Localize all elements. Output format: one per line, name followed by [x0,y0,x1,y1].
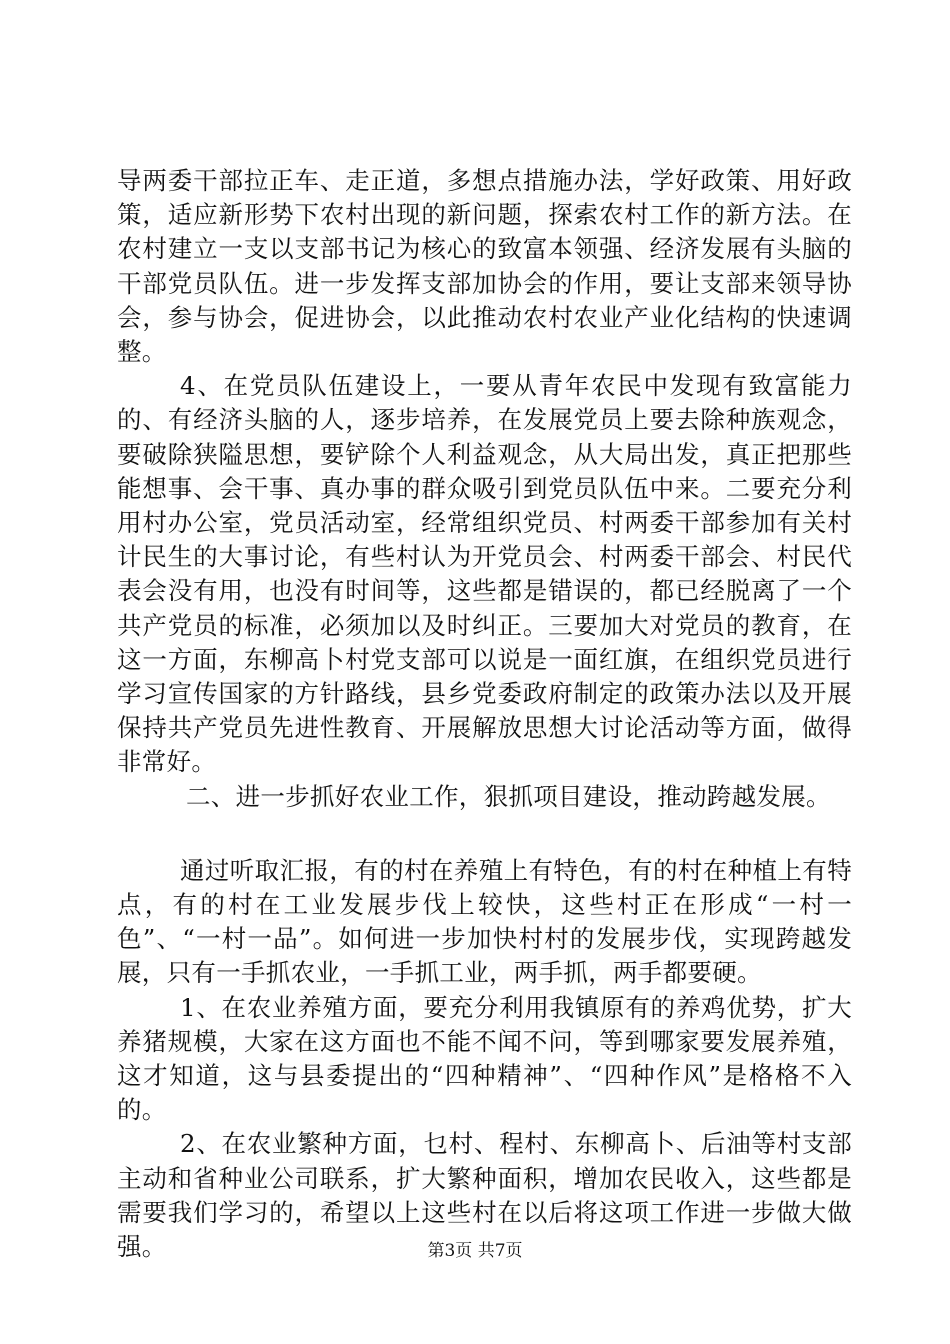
paragraph-breeding: 1、在农业养殖方面，要充分利用我镇原有的养鸡优势，扩大养猪规模，大家在这方面也不能不闻不问，等到哪家要发展养殖，这才知道，这与县委提出的“四种精神”、“四种作风”是格格不入的。 [117,992,852,1125]
document-body [117,164,852,1264]
paragraph-party-team-building: 4、在党员队伍建设上，一要从青年农民中发现有致富能力的、有经济头脑的人，逐步培养，在发展党员上要去除种族观念，要破除狭隘思想，要铲除个人利益观念，从大局出发，真正把那些能想事、会干事、真办事的群众吸引到党员队伍中来。二要充分利用村办公室，党员活动室，经常组织党员、村两委干部参加有关村计民生的大事讨论，有些村认为开党员会、村两委干部会、村民代表会没有用，也没有时间等，这些都是错误的，都已经脱离了一个共产党员的标准，必须加以及时纠正。三要加大对党员的教育，在这一方面，东柳高卜村党支部可以说是一面红旗，在组织党员进行学习宣传国家的方针路线，县乡党委政府制定的政策办法以及开展保持共产党员先进性教育、开展解放思想大讨论活动等方面，做得非常好。 [117,371,852,777]
paragraph-report-summary: 通过听取汇报，有的村在养殖上有特色，有的村在种植上有特点，有的村在工业发展步伐上较快，这些村正在形成“一村一色”、“一村一品”。如何进一步加快村村的发展步伐，实现跨越发展，只有一手抓农业，一手抓工业，两手抓，两手都要硬。 [117,855,852,988]
section-heading-agriculture: 二、进一步抓好农业工作，狠抓项目建设，推动跨越发展。 [186,781,831,811]
page-number-footer: 第3页 共7页 [427,1241,523,1261]
paragraph-continuation: 导两委干部拉正车、走正道，多想点措施办法，学好政策、用好政策，适应新形势下农村出现的新问题，探索农村工作的新方法。在农村建立一支以支部书记为核心的致富本领强、经济发展有头脑的干部党员队伍。进一步发挥支部加协会的作用，要让支部来领导协会，参与协会，促进协会，以此推动农村农业产业化结构的快速调整。 [117,166,852,367]
paragraph-seed-breeding: 2、在农业繁种方面，乜村、程村、东柳高卜、后油等村支部主动和省种业公司联系，扩大繁种面积，增加农民收入，这些都是需要我们学习的，希望以上这些村在以后将这项工作进一步做大做强。 [117,1129,852,1262]
